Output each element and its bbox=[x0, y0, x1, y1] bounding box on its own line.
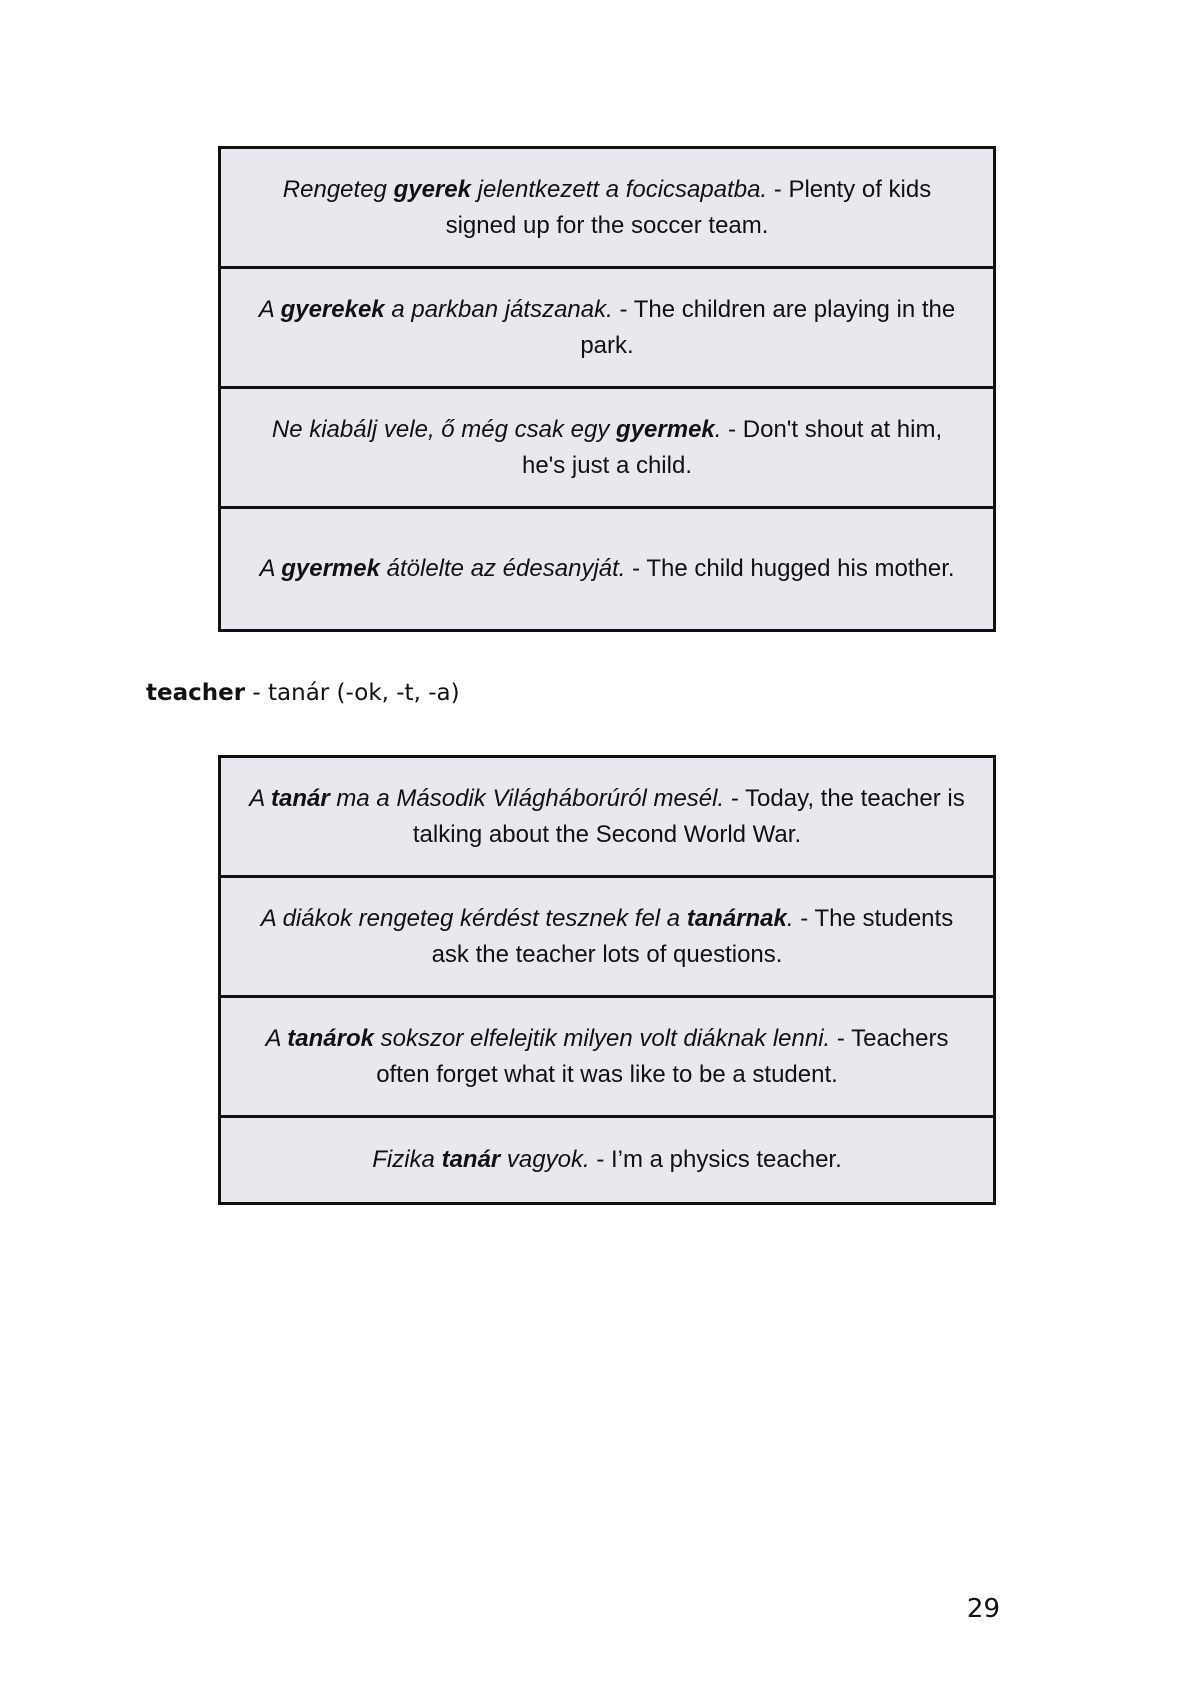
hungarian-sentence: Ne kiabálj vele, ő még csak egy gyermek. bbox=[271, 415, 722, 443]
english-translation: - Plenty of kids signed up for the soccer team. bbox=[445, 175, 932, 239]
example-row bbox=[221, 1118, 993, 1202]
english-translation: - The children are playing in the park. bbox=[580, 295, 956, 359]
hungarian-sentence: A gyermek átölelte az édesanyját. bbox=[259, 555, 626, 582]
example-table-child bbox=[218, 146, 996, 632]
page-number: 29 bbox=[966, 1594, 1000, 1624]
keyword: gyermek bbox=[616, 415, 715, 443]
keyword: gyerek bbox=[393, 175, 471, 203]
hungarian-sentence: A tanár ma a Második Világháborúról mesél. bbox=[249, 784, 725, 812]
keyword: tanár bbox=[271, 784, 330, 812]
hungarian-sentence: A diákok rengeteg kérdést tesznek fel a tanárnak. bbox=[260, 904, 794, 932]
example-row bbox=[221, 509, 993, 629]
example-table-teacher bbox=[218, 755, 996, 1205]
example-row bbox=[221, 149, 993, 269]
keyword: tanárok bbox=[287, 1024, 374, 1052]
english-translation: - Today, the teacher is talking about the Second World War. bbox=[412, 784, 965, 848]
english-translation: - Teachers often forget what it was like to be a student. bbox=[376, 1024, 949, 1088]
example-row bbox=[221, 758, 993, 878]
keyword: tanár bbox=[441, 1146, 501, 1173]
english-translation: - Don't shout at him, he's just a child. bbox=[521, 415, 943, 479]
vocabulary-heading bbox=[146, 676, 460, 710]
hungarian-sentence: Fizika tanár vagyok. bbox=[372, 1146, 590, 1173]
english-translation: - The students ask the teacher lots of questions. bbox=[431, 904, 954, 968]
vocabulary-word: teacher bbox=[146, 680, 246, 706]
keyword: gyermek bbox=[281, 555, 380, 582]
hungarian-sentence: A tanárok sokszor elfelejtik milyen volt diáknak lenni. bbox=[265, 1024, 831, 1052]
keyword: gyerekek bbox=[280, 295, 385, 323]
example-row bbox=[221, 878, 993, 998]
example-row bbox=[221, 998, 993, 1118]
keyword: tanárnak bbox=[686, 904, 787, 932]
hungarian-sentence: A gyerekek a parkban játszanak. bbox=[258, 295, 613, 323]
vocabulary-definition: - tanár (-ok, -t, -a) bbox=[245, 680, 460, 706]
english-translation: - The child hugged his mother. bbox=[625, 555, 955, 582]
example-row bbox=[221, 389, 993, 509]
example-row bbox=[221, 269, 993, 389]
hungarian-sentence: Rengeteg gyerek jelentkezett a focicsapatba. bbox=[282, 175, 768, 203]
english-translation: - I’m a physics teacher. bbox=[589, 1146, 842, 1173]
